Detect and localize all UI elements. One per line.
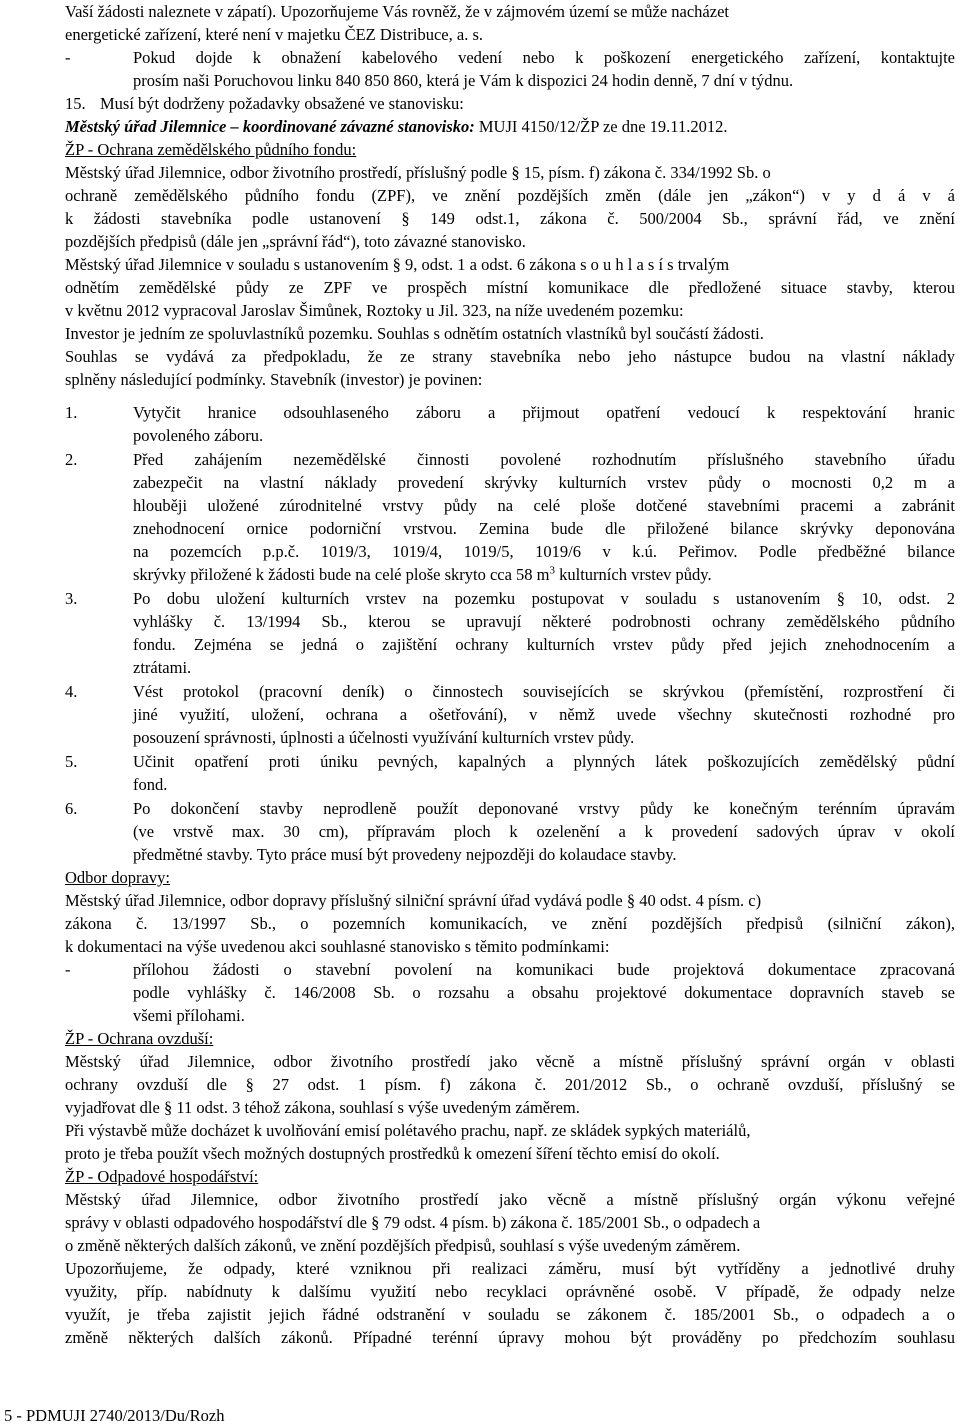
text-line: prosím naši Poruchovou linku 840 850 860, která je Vám k dispozici 24 hodin denně, 7 dní v týdnu. bbox=[133, 71, 794, 90]
list-number: 2. bbox=[65, 450, 78, 469]
text-line: ztrátami. bbox=[133, 658, 192, 677]
text-line: přílohou žádosti o stavební povolení na komunikaci bude projektová dokumentace zpracovaná bbox=[133, 960, 955, 979]
text-line: Vaší žádosti naleznete v zápatí). Upozorňujeme Vás rovněž, že v zájmovém území se může nacházet bbox=[65, 2, 729, 21]
text-segment: kulturních vrstev půdy. bbox=[555, 565, 712, 584]
text-line: Vést protokol (pracovní deník) o činnostech souvisejících se skrývkou (přemístění, rozprostření či bbox=[133, 682, 955, 701]
text-line: Městský úřad Jilemnice, odbor dopravy příslušný silniční správní úřad vydává podle § 40 odst. 4 písm. c) bbox=[65, 891, 762, 910]
text-line: Souhlas se vydává za předpokladu, že ze strany stavebníka nebo jeho nástupce budou na vlastní náklady bbox=[65, 347, 955, 366]
text-line: vyjadřovat dle § 11 odst. 3 téhož zákona, souhlasí s výše uvedeným záměrem. bbox=[65, 1098, 580, 1117]
reference-number: MUJI 4150/12/ŽP ze dne 19.11.2012. bbox=[474, 117, 728, 136]
superscript: 3 bbox=[549, 564, 555, 577]
section-heading: ŽP - Ochrana ovzduší: bbox=[65, 1029, 214, 1048]
text-line: splněny následující podmínky. Stavebník (investor) je povinen: bbox=[65, 370, 483, 389]
text-line: Pokud dojde k obnažení kabelového vedení nebo k poškození energetického zařízení, kontaktujte bbox=[133, 48, 955, 67]
text-line: podle vyhlášky č. 146/2008 Sb. o rozsahu a obsahu projektové dokumentace dopravních staveb se bbox=[133, 983, 955, 1002]
text-line: k dokumentaci na výše uvedenou akci souhlasné stanovisko s těmito podmínkami: bbox=[65, 937, 610, 956]
text-line: Investor je jedním ze spoluvlastníků pozemku. Souhlas s odnětím ostatních vlastníků byl součástí žádosti. bbox=[65, 324, 764, 343]
text-line: povoleného záboru. bbox=[133, 426, 264, 445]
section-heading: Odbor dopravy: bbox=[65, 868, 170, 887]
list-number: 1. bbox=[65, 403, 78, 422]
text-line: posouzení správnosti, úplnosti a účelnosti využívání kulturních vrstev půdy. bbox=[133, 728, 635, 747]
text-line: Po dokončení stavby neprodleně použít deponované vrstvy půdy ke konečným terénním úpravám bbox=[133, 799, 955, 818]
list-number: 3. bbox=[65, 589, 78, 608]
text-line: energetické zařízení, které není v majetku ČEZ Distribuce, a. s. bbox=[65, 25, 483, 44]
list-number: 6. bbox=[65, 799, 78, 818]
text-line: (ve vrstvě max. 30 cm), přípravám ploch k ozelenění a k provedení sadových úprav v okolí bbox=[133, 822, 955, 841]
text-line: znehodnocení ornice podorniční vrstvou. Zemina bude dle přiložené bilance skrývky deponována bbox=[133, 519, 955, 538]
text-line: předmětné stavby. Tyto práce musí být provedeny nejpozději do kolaudace stavby. bbox=[133, 845, 677, 864]
text-line: Musí být dodrženy požadavky obsažené ve stanovisku: bbox=[100, 94, 464, 113]
text-line: k žádosti stavebníka podle ustanovení § 149 odst.1, zákona č. 500/2004 Sb., správní řád, ve znění bbox=[65, 209, 955, 228]
section-heading: ŽP - Odpadové hospodářství: bbox=[65, 1167, 259, 1186]
text-line: odnětím zemědělské půdy ze ZPF ve prospěch místní komunikace dle předložené situace stavby, kterou bbox=[65, 278, 955, 297]
text-line: vyhlášky č. 13/1994 Sb., kterou se upravují některé podrobnosti ochrany zemědělského půdního bbox=[133, 612, 955, 631]
section-heading: ŽP - Ochrana zemědělského půdního fondu: bbox=[65, 140, 357, 159]
text-line: Vytyčit hranice odsouhlaseného záboru a přijmout opatření vedoucí k respektování hranic bbox=[133, 403, 955, 422]
text-line: zabezpečit na vlastní náklady provedení skrývky kulturních vrstev půdy o mocnosti 0,2 m a bbox=[133, 473, 955, 492]
text-line: Městský úřad Jilemnice, odbor životního prostředí, příslušný podle § 15, písm. f) zákona č. 334/1992 Sb. o bbox=[65, 163, 771, 182]
text-line: využity, příp. nabídnuty k dalšímu využití nebo recyklaci oprávněné osobě. V případě, že odpady nelze bbox=[65, 1282, 955, 1301]
text-line: hlouběji uložené zúrodnitelné vrstvy půdy na celé ploše dotčené stavebními pracemi a zabránit bbox=[133, 496, 955, 515]
text-line: v květnu 2012 vypracoval Jaroslav Šimůnek, Roztoky u Jil. 323, na níže uvedeném pozemku: bbox=[65, 301, 684, 320]
text-line bbox=[65, 115, 955, 138]
text-line: všemi přílohami. bbox=[133, 1006, 245, 1025]
text-line: zákona č. 13/1997 Sb., o pozemních komunikacích, ve znění pozdějších předpisů (silniční zákon), bbox=[65, 914, 955, 933]
text-line: změně některých dalších zákonů. Případné terénní úpravy mohou být prováděny po předchozím souhlasu bbox=[65, 1328, 955, 1347]
text-line: Po dobu uložení kulturních vrstev na pozemku postupovat v souladu s ustanovením § 10, odst. 2 bbox=[133, 589, 955, 608]
text-line: Městský úřad Jilemnice, odbor životního prostředí jako věcně a místně příslušný orgán výkonu veřejné bbox=[65, 1190, 955, 1209]
text-line: o změně některých dalších zákonů, ve znění pozdějších předpisů, souhlasí s výše uvedeným záměrem. bbox=[65, 1236, 741, 1255]
authority-name: Městský úřad Jilemnice – koordinované závazné stanovisko: bbox=[65, 117, 475, 136]
text-line: ochraně zemědělského půdního fondu (ZPF), ve znění pozdějších změn (dále jen „zákon“) v y d á v á bbox=[65, 186, 955, 205]
text-line: ochrany ovzduší dle § 27 odst. 1 písm. f) zákona č. 201/2012 Sb., o ochraně ovzduší, příslušný se bbox=[65, 1075, 955, 1094]
bullet-dash: - bbox=[65, 960, 71, 979]
page-footer: 5 - PDMUJI 2740/2013/Du/Rozh bbox=[4, 1406, 225, 1425]
text-line: pozdějších předpisů (dále jen „správní řád“), toto závazné stanovisko. bbox=[65, 232, 526, 251]
text-line: Městský úřad Jilemnice, odbor životního prostředí jako věcně a místně příslušný správní orgán v oblasti bbox=[65, 1052, 955, 1071]
list-number: 4. bbox=[65, 682, 78, 701]
text-line: Před zahájením nezemědělské činnosti povolené rozhodnutím příslušného stavebního úřadu bbox=[133, 450, 955, 469]
list-number: 15. bbox=[65, 94, 86, 113]
text-line: na pozemcích p.p.č. 1019/3, 1019/4, 1019/5, 1019/6 v k.ú. Peřimov. Podle předběžné bilance bbox=[133, 542, 955, 561]
text-line: fondu. Zejména se jedná o zajištění ochrany kulturních vrstev půdy před jejich znehodnocením a bbox=[133, 635, 955, 654]
text-line: využít, je třeba zajistit jejich řádné odstranění v souladu se zákonem č. 185/2001 Sb., o odpadech a o bbox=[65, 1305, 955, 1324]
bullet-dash: - bbox=[65, 48, 71, 67]
text-line: Při výstavbě může docházet k uvolňování emisí polétavého prachu, např. ze skládek sypkých materiálů, bbox=[65, 1121, 751, 1140]
text-line: Upozorňujeme, že odpady, které vzniknou při realizaci záměru, musí být vytříděny a jednotlivé druhy bbox=[65, 1259, 955, 1278]
text-line: Učinit opatření proti úniku pevných, kapalných a plynných látek poškozujících zemědělský půdní bbox=[133, 752, 955, 771]
text-line: jiné využití, uložení, ochrana a ošetřování), v němž uvede všechny skutečnosti rozhodné pro bbox=[133, 705, 955, 724]
text-line: proto je třeba použít všech možných dostupných prostředků k omezení šíření těchto emisí do okolí. bbox=[65, 1144, 720, 1163]
text-line bbox=[133, 563, 955, 586]
text-segment: skrývky přiložené k žádosti bude na celé ploše skryto cca 58 m bbox=[133, 565, 550, 584]
text-line: správy v oblasti odpadového hospodářství dle § 79 odst. 4 písm. b) zákona č. 185/2001 Sb., o odpadech a bbox=[65, 1213, 761, 1232]
list-number: 5. bbox=[65, 752, 78, 771]
text-line: fond. bbox=[133, 775, 168, 794]
text-line: Městský úřad Jilemnice v souladu s ustanovením § 9, odst. 1 a odst. 6 zákona s o u h l a s í s trvalým bbox=[65, 255, 730, 274]
